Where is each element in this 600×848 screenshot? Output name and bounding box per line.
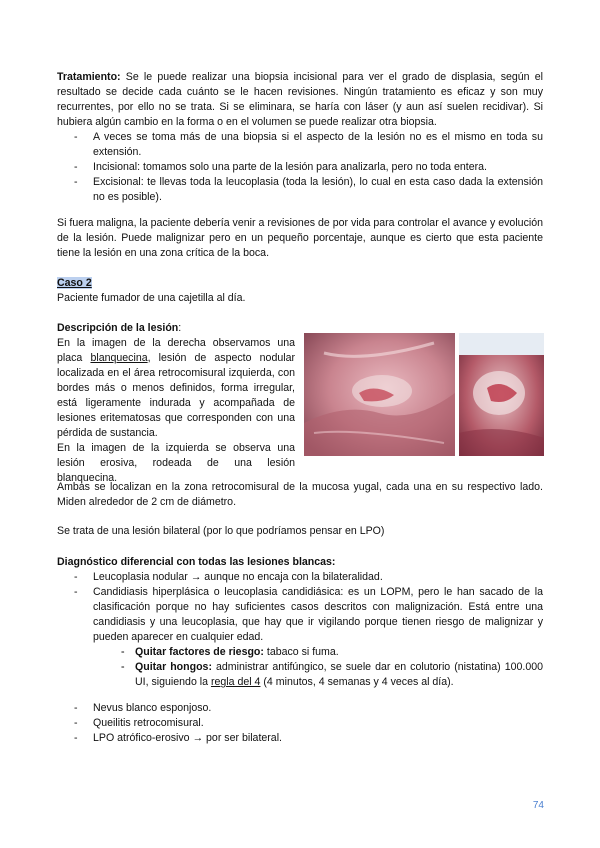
list-item: - Queilitis retrocomisural.	[74, 716, 543, 731]
sub-list-item: - - Quitar hongos: administrar antifúngico, se suele dar en colutorio (nistatina) 100.000 UI, siguiendo la regla del 4 (4 minutos, 4 semanas y 4 veces al día).	[121, 660, 543, 690]
sub-list	[93, 645, 543, 690]
diagnostico-heading: Diagnóstico diferencial con todas las lesiones blancas:	[57, 556, 336, 568]
list-item: - Incisional: tomamos solo una parte de la lesión para analizarla, pero no toda entera.	[74, 160, 543, 175]
diagnostico-list-tail	[74, 701, 543, 746]
list-item: - Leucoplasia nodular → aunque no encaja con la bilateralidad.	[74, 570, 543, 585]
tratamiento-paragraph	[57, 70, 543, 130]
descripcion-section	[57, 321, 295, 486]
blanquecina-term: blanquecina	[90, 352, 148, 364]
descripcion-heading: Descripción de la lesión:	[57, 322, 182, 334]
lesion-photo-right	[459, 333, 544, 456]
list-item: - Nevus blanco esponjoso.	[74, 701, 543, 716]
descripcion-paragraph-2: En la imagen de la izquierda se observa una lesión erosiva, rodeada de una lesión blanquecina.	[57, 442, 295, 484]
diagnostico-list	[74, 570, 543, 690]
descripcion-paragraph-1: En la imagen de la derecha observamos una placa blanquecina, lesión de aspecto nodular localizada en el área retrocomisural izquierda, con bordes más o menos definidos, forma irregular, está ligeramente indurada y acompañada de lesiones eritematosas que corresponden con una pérdida de sustancia.	[57, 337, 295, 439]
tratamiento-text: Se le puede realizar una biopsia incisional para ver el grado de displasia, según el resultado se decide cada cuánto se le hacen revisiones. Ningún tratamiento es eficaz y son muy recurrentes, por ello no se trata. Si se eliminara, se haría con láser (y aun así suelen recidivar). Si hubiera algún cambio en la forma o en el volumen se puede realizar otra biopsia.	[57, 71, 543, 128]
caso-heading	[57, 276, 543, 291]
lesion-photo-left	[304, 333, 455, 456]
sub-list-item: - - Quitar factores de riesgo: tabaco si fuma.	[121, 645, 543, 660]
maligna-paragraph: Si fuera maligna, la paciente debería venir a revisiones de por vida para controlar el avance y evolución de la lesión. Puede malignizar pero en un pequeño porcentaje, aunque es cierto que esta paciente tiene la lesión en una zona crítica de la boca.	[57, 217, 543, 259]
regla-del-4: regla del 4	[210, 676, 261, 688]
list-item: - LPO atrófico-erosivo → por ser bilateral.	[74, 731, 543, 746]
caso-subtitle: Paciente fumador de una cajetilla al día.	[57, 292, 246, 304]
tratamiento-list	[74, 130, 543, 205]
list-item: - Candidiasis hiperplásica o leucoplasia candidiásica: es un LOPM, pero le han sacado de la clasificación porque no hay suficientes casos descritos con malignización. Está entre una candidiasis y una leucoplasia, que hay que ir vigilando porque tienen riesgo de malignizar y pueden aparecer en cualquier edad. - - Quitar factores de riesgo: tabaco si fuma. - - Quitar hongos: administrar antifúngico, se suele dar en colutorio (nistatina) 100.000 UI, siguiendo la regla del 4 (4 minutos, 4 semanas y 4 veces al día).	[74, 585, 543, 690]
list-item: - Excisional: te llevas toda la leucoplasia (toda la lesión), lo cual en esta caso dada la extensión no es posible).	[74, 175, 543, 205]
ambas-paragraph: Ambas se localizan en la zona retrocomisural de la mucosa yugal, cada una en su respectivo lado. Miden alrededor de 2 cm de diámetro.	[57, 481, 543, 508]
caso-title: Caso 2	[57, 277, 92, 289]
tratamiento-label: Tratamiento:	[57, 71, 121, 83]
bilateral-paragraph: Se trata de una lesión bilateral (por lo que podríamos pensar en LPO)	[57, 525, 385, 537]
list-item: - A veces se toma más de una biopsia si el aspecto de la lesión no es el mismo en toda su extensión.	[74, 130, 543, 160]
page-number: 74	[532, 800, 544, 811]
